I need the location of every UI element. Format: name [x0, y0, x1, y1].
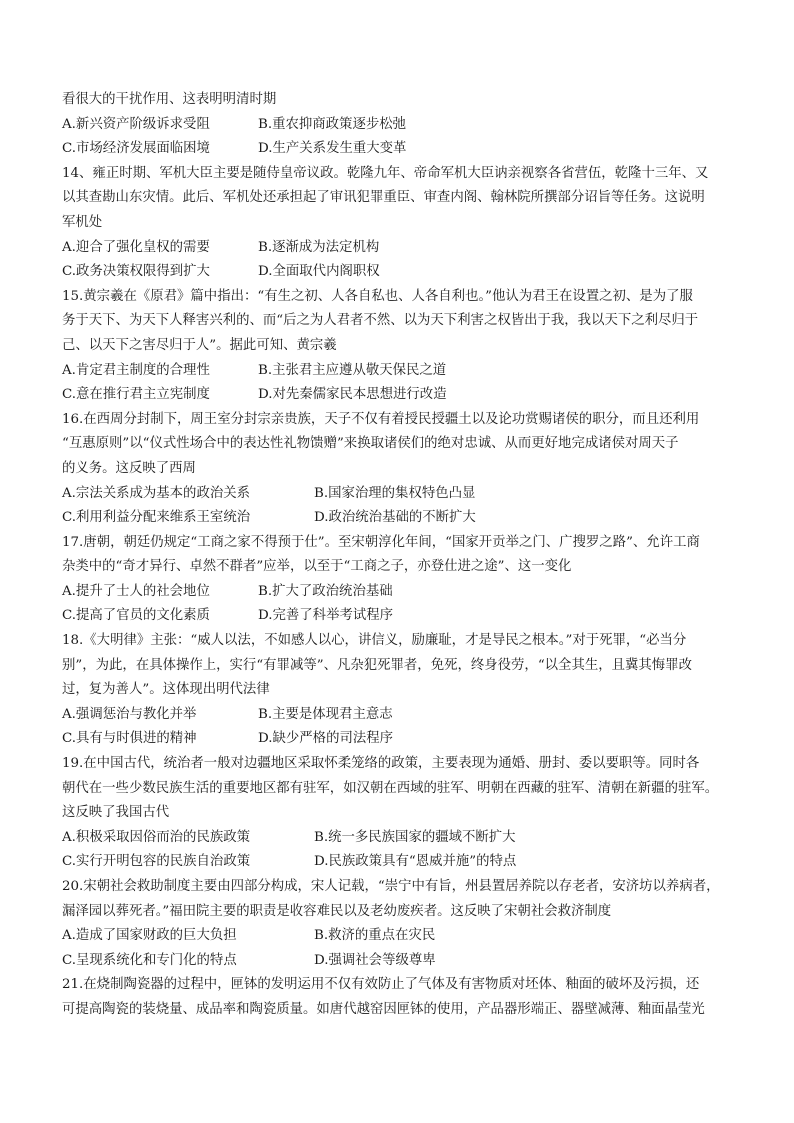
answer-option[interactable]: B.国家治理的集权特色凸显	[314, 485, 476, 501]
question-block	[62, 531, 742, 629]
question-stem-line: 以其查勘山东灾情。此后、军机处还承担起了审讯犯罪重臣、审查内阁、翰林院所撰部分诏旨等任务。这说明	[62, 190, 705, 206]
question-stem-line: 19.在中国古代，统治者一般对边疆地区采取怀柔笼络的政策，主要表现为通婚、册封、委以要职等。同时各	[62, 756, 700, 772]
question-stem-line: 这反映了我国古代	[62, 805, 170, 821]
answer-option[interactable]: D.政治统治基础的不断扩大	[314, 510, 476, 526]
answer-option[interactable]: A.迎合了强化皇权的需要	[62, 239, 210, 255]
answer-option[interactable]: A.造成了国家财政的巨大负担	[62, 928, 237, 944]
answer-option[interactable]: D.缺少严格的司法程序	[258, 731, 394, 747]
question-block	[62, 752, 742, 875]
question-stem-line: 己、以天下之害尽归于人”。据此可知、黄宗羲	[62, 337, 337, 353]
answer-option[interactable]: C.具有与时俱进的精神	[62, 731, 197, 747]
option-row	[62, 113, 742, 138]
question-stem-line: 14、雍正时期、军机大臣主要是随侍皇帝议政。乾隆九年、帝命军机大臣讷亲视察各省营伍，乾隆十三年、又	[62, 165, 709, 181]
option-row	[62, 506, 742, 531]
question-block	[62, 875, 742, 973]
answer-option[interactable]: C.呈现系统化和专门化的特点	[62, 952, 237, 968]
option-row	[62, 236, 742, 261]
answer-option[interactable]: D.生产关系发生重大变革	[258, 141, 407, 157]
option-row	[62, 949, 742, 974]
question-stem-line: 杂类中的“奇才异行、卓然不群者”应举，以至于“工商之子，亦登仕进之途”、这一变化	[62, 559, 572, 575]
option-row	[62, 137, 742, 162]
answer-option[interactable]: B.统一多民族国家的疆域不断扩大	[314, 829, 516, 845]
question-stem-line: 可提高陶瓷的装烧量、成品率和陶瓷质量。如唐代越窑因匣钵的使用，产品器形端正、器壁减薄、釉面晶莹光	[62, 1001, 705, 1017]
answer-option[interactable]: B.救济的重点在灾民	[314, 928, 436, 944]
answer-option[interactable]: A.宗法关系成为基本的政治关系	[62, 485, 251, 501]
option-row	[62, 604, 742, 629]
option-row	[62, 727, 742, 752]
answer-option[interactable]: C.实行开明包容的民族自治政策	[62, 854, 251, 870]
question-stem-line: 朝代在一些少数民族生活的重要地区都有驻军，如汉朝在西域的驻军、明朝在西藏的驻军、清朝在新疆的驻军。	[62, 780, 719, 796]
answer-option[interactable]: D.强调社会等级尊卑	[314, 952, 436, 968]
answer-option[interactable]: C.提高了官员的文化素质	[62, 608, 210, 624]
question-stem-line: 过，复为善人”。这体现出明代法律	[62, 682, 270, 698]
answer-option[interactable]: A.强调惩治与教化并举	[62, 706, 197, 722]
question-stem-line: 军机处	[62, 214, 103, 230]
option-row	[62, 260, 742, 285]
question-stem-line: 16.在西周分封制下，周王室分封宗亲贵族，天子不仅有着授民授疆土以及论功赏赐诸侯的职分，而且还利用	[62, 411, 700, 427]
question-block	[62, 285, 742, 408]
answer-option[interactable]: B.扩大了政治统治基础	[258, 583, 393, 599]
option-row	[62, 924, 742, 949]
question-stem-line: 看很大的干扰作用、这表明明清时期	[62, 92, 277, 107]
answer-option[interactable]: C.市场经济发展面临困境	[62, 141, 210, 157]
question-block	[62, 162, 742, 285]
question-stem-line: 20.宋朝社会救助制度主要由四部分构成，宋人记载，“崇宁中有旨，州县置居养院以存老者，安济坊以养病者，	[62, 879, 720, 894]
question-stem-line: 务于天下、为天下人释害兴利的、而“后之为人君者不然、以为天下利害之权皆出于我，我以天下之利尽归于	[62, 313, 699, 329]
answer-option[interactable]: B.主张君主应遵从敬天保民之道	[258, 362, 447, 378]
question-stem-line: 21.在烧制陶瓷器的过程中，匣钵的发明运用不仅有效防止了气体及有害物质对坯体、釉面的破坏及污损，还	[62, 977, 700, 993]
option-row	[62, 383, 742, 408]
answer-option[interactable]: A.积极采取因俗而治的民族政策	[62, 829, 251, 845]
question-stem-line: “互惠原则”以“仪式性场合中的表达性礼物馈赠”来换取诸侯们的绝对忠诚、从而更好地完成诸侯对周天子	[62, 436, 679, 452]
option-row	[62, 580, 742, 605]
answer-option[interactable]: D.全面取代内阁职权	[258, 264, 380, 280]
question-block	[62, 88, 742, 162]
answer-option[interactable]: D.完善了科举考试程序	[258, 608, 394, 624]
question-stem-line: 别”，为此，在具体操作上，实行“有罪减等”、凡杂犯死罪者，免死，终身役劳，“以全其生，且冀其悔罪改	[62, 657, 692, 673]
answer-option[interactable]: A.肯定君主制度的合理性	[62, 362, 210, 378]
answer-option[interactable]: B.逐渐成为法定机构	[258, 239, 380, 255]
answer-option[interactable]: D.对先秦儒家民本思想进行改造	[258, 387, 447, 403]
answer-option[interactable]: C.意在推行君主立宪制度	[62, 387, 210, 403]
answer-option[interactable]: B.重农抑商政策逐步松弛	[258, 116, 407, 132]
answer-option[interactable]: C.政务决策权限得到扩大	[62, 264, 210, 280]
answer-option[interactable]: B.主要是体现君主意志	[258, 706, 393, 722]
option-row	[62, 826, 742, 851]
question-stem-line: 漏泽园以葬死者。”福田院主要的职责是收容难民以及老幼废疾者。这反映了宋朝社会救济制度	[62, 903, 612, 919]
answer-option[interactable]: C.利用利益分配来维系王室统治	[62, 510, 251, 526]
question-stem-line: 15.黄宗羲在《原君》篇中指出：“有生之初、人各自私也、人各自利也。”他认为君王在设置之初、是为了服	[62, 288, 693, 304]
question-block	[62, 408, 742, 531]
exam-page	[62, 88, 742, 1023]
option-row	[62, 850, 742, 875]
question-stem-line: 18.《大明律》主张：“威人以法，不如感人以心，讲信义，励廉耻，才是导民之根本。”对于死罪，“必当分	[62, 633, 687, 649]
option-row	[62, 359, 742, 384]
option-row	[62, 482, 742, 507]
question-block	[62, 973, 742, 1022]
question-block	[62, 629, 742, 752]
question-stem-line: 的义务。这反映了西周	[62, 460, 196, 476]
option-row	[62, 703, 742, 728]
answer-option[interactable]: A.新兴资产阶级诉求受阻	[62, 116, 210, 132]
answer-option[interactable]: A.提升了士人的社会地位	[62, 583, 210, 599]
question-stem-line: 17.唐朝，朝廷仍规定“工商之家不得预于仕”。至宋朝淳化年间，“国家开贡举之门、广搜罗之路”、允许工商	[62, 534, 700, 550]
answer-option[interactable]: D.民族政策具有“恩威并施”的特点	[314, 854, 517, 870]
